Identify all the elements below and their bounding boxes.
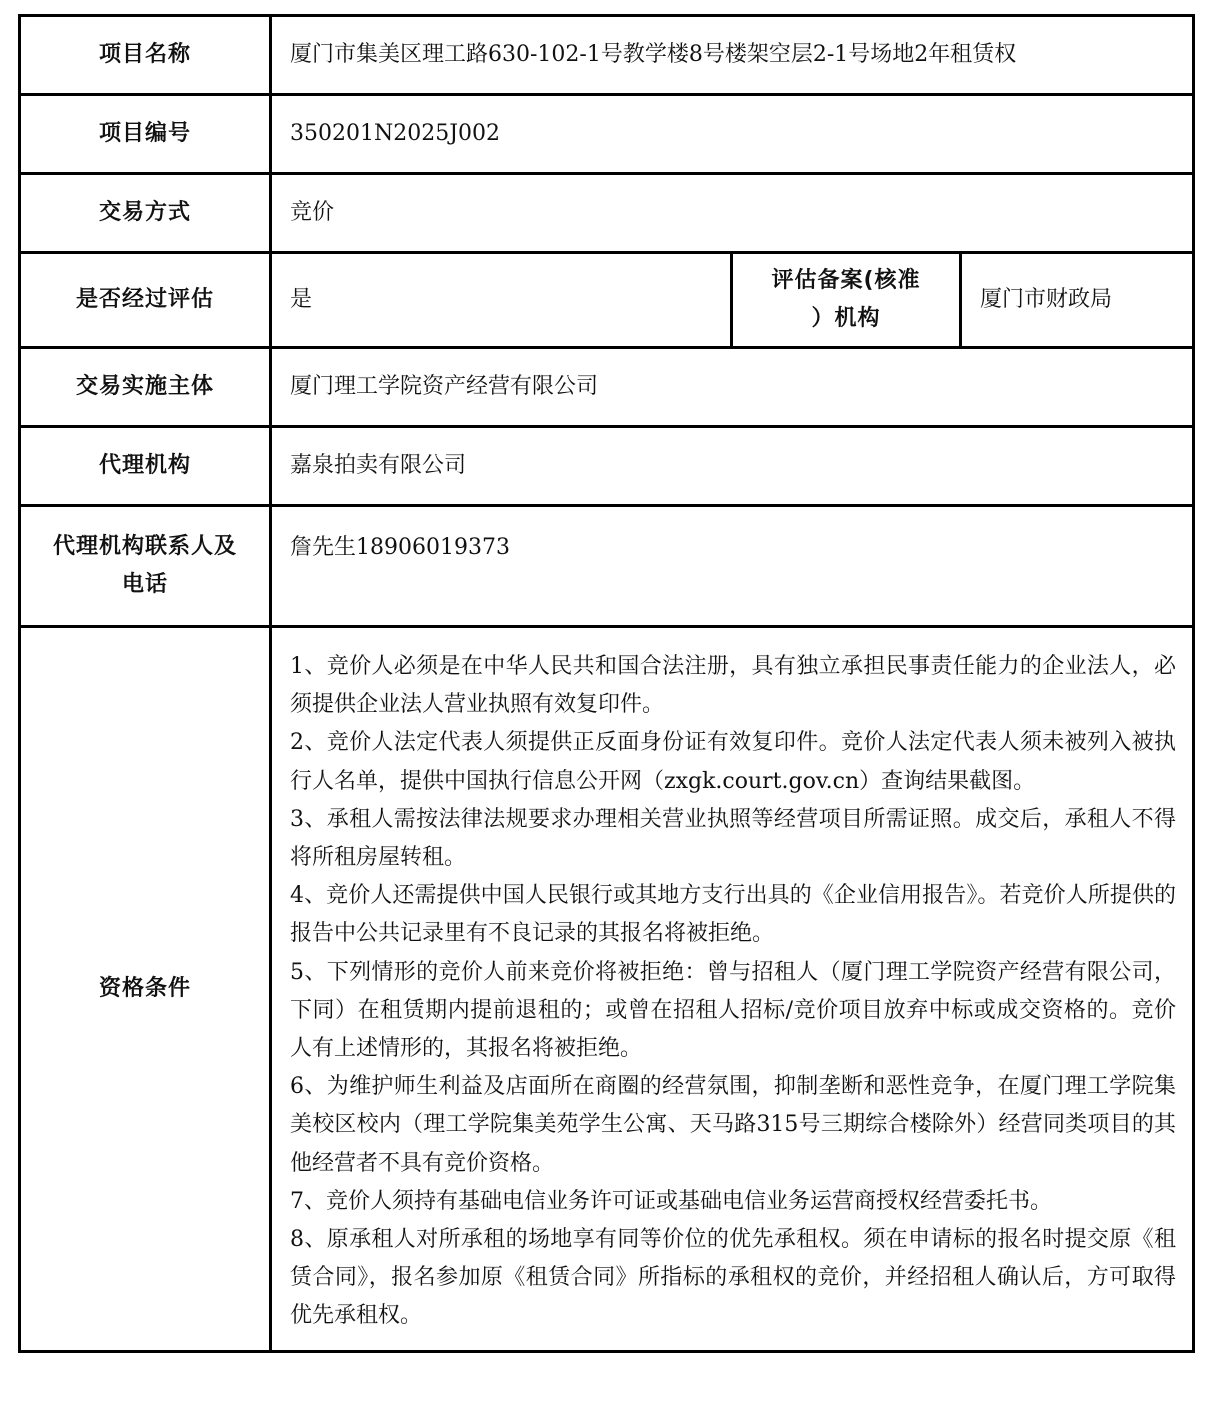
project-number-label: 项目编号 bbox=[20, 95, 271, 174]
qualification-item: 8、原承租人对所承租的场地享有同等价位的优先承租权。须在申请标的报名时提交原《租赁合同》，报名参加原《租赁合同》所指标的承租权的竞价，并经招租人确认后，方可取得优先承租权。 bbox=[290, 1227, 1177, 1329]
project-name-label: 项目名称 bbox=[20, 16, 271, 95]
project-name-value: 厦门市集美区理工路630-102-1号教学楼8号楼架空层2-1号场地2年租赁权 bbox=[271, 16, 1194, 95]
evaluation-agency-label-line1: 评估备案(核准 bbox=[771, 268, 921, 293]
row-implementer bbox=[20, 348, 1194, 427]
evaluation-agency-label-line2: ）机构 bbox=[811, 306, 881, 331]
row-project-number bbox=[20, 95, 1194, 174]
agent-contact-label-line1: 代理机构联系人及 bbox=[52, 534, 237, 559]
evaluation-agency-value: 厦门市财政局 bbox=[961, 253, 1194, 348]
qualification-item: 6、为维护师生利益及店面所在商圈的经营氛围，抑制垄断和恶性竞争，在厦门理工学院集美校区校内（理工学院集美苑学生公寓、天马路315号三期综合楼除外）经营同类项目的其他经营者不具有竞价资格。 bbox=[290, 1074, 1177, 1176]
qualification-item: 5、下列情形的竞价人前来竞价将被拒绝：曾与招租人（厦门理工学院资产经营有限公司，下同）在租赁期内提前退租的；或曾在招租人招标/竞价项目放弃中标或成交资格的。竞价人有上述情形的，其报名将被拒绝。 bbox=[290, 959, 1177, 1062]
project-number-value: 350201N2025J002 bbox=[271, 95, 1194, 174]
project-info-table bbox=[18, 14, 1195, 1353]
qualification-item: 4、竞价人还需提供中国人民银行或其地方支行出具的《企业信用报告》。若竞价人所提供的报告中公共记录里有不良记录的其报名将被拒绝。 bbox=[290, 883, 1177, 947]
trade-method-label: 交易方式 bbox=[20, 174, 271, 253]
implementer-value: 厦门理工学院资产经营有限公司 bbox=[271, 348, 1194, 427]
qualifications-value bbox=[271, 627, 1194, 1352]
row-project-name bbox=[20, 16, 1194, 95]
evaluated-value: 是 bbox=[271, 253, 732, 348]
qualification-item: 3、承租人需按法律法规要求办理相关营业执照等经营项目所需证照。成交后，承租人不得将所租房屋转租。 bbox=[290, 806, 1177, 871]
row-qualifications bbox=[20, 627, 1194, 1352]
implementer-label: 交易实施主体 bbox=[20, 348, 271, 427]
agent-contact-label-line2: 电话 bbox=[121, 572, 168, 597]
qualification-item: 2、竞价人法定代表人须提供正反面身份证有效复印件。竞价人法定代表人须未被列入被执行人名单，提供中国执行信息公开网（zxgk.court.gov.cn）查询结果截图。 bbox=[290, 730, 1177, 794]
agent-contact-label bbox=[20, 506, 271, 627]
evaluation-agency-label bbox=[732, 253, 961, 348]
evaluated-label: 是否经过评估 bbox=[20, 253, 271, 348]
qualification-item: 1、竞价人必须是在中华人民共和国合法注册，具有独立承担民事责任能力的企业法人，必须提供企业法人营业执照有效复印件。 bbox=[290, 654, 1177, 718]
row-agent-contact bbox=[20, 506, 1194, 627]
qualification-item: 7、竞价人须持有基础电信业务许可证或基础电信业务运营商授权经营委托书。 bbox=[290, 1188, 1052, 1214]
trade-method-value: 竞价 bbox=[271, 174, 1194, 253]
row-evaluated bbox=[20, 253, 1194, 348]
row-trade-method bbox=[20, 174, 1194, 253]
agent-contact-value: 詹先生18906019373 bbox=[271, 506, 1194, 627]
agent-label: 代理机构 bbox=[20, 427, 271, 506]
qualifications-label: 资格条件 bbox=[20, 627, 271, 1352]
agent-value: 嘉泉拍卖有限公司 bbox=[271, 427, 1194, 506]
row-agent bbox=[20, 427, 1194, 506]
